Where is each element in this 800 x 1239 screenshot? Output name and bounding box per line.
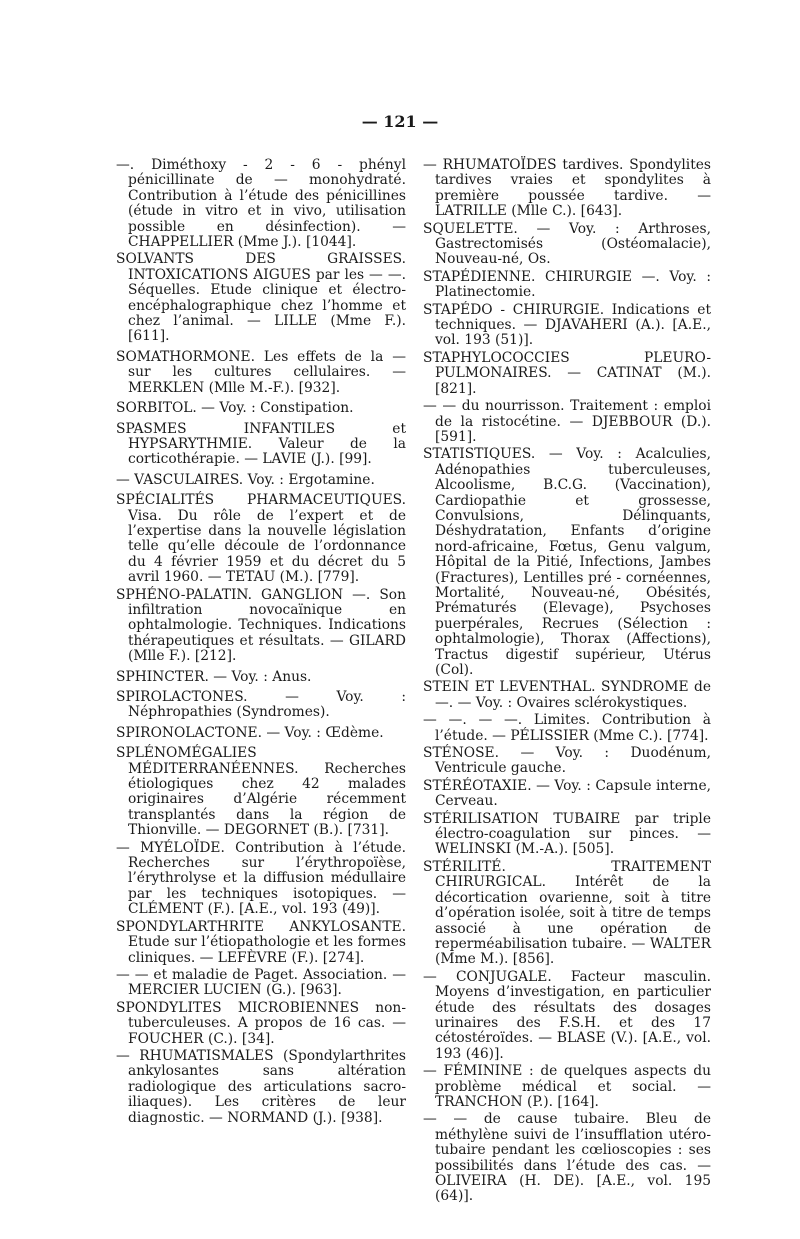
index-entry: STATISTIQUES. — Voy. : Acalculies, Adénopathies tuberculeuses, Alcoolisme, B.C.G. (Vaccination), Cardiopathie et grossesse, Convulsions, Délinquants, Déshydratation, Enfants d’origine nord-africaine, Fœtus, Genu valgum, Hôpital de la Pitié, Infections, Jambes (Fractures), Lentilles pré - cornéennes, Mortalité, Nouveau-né, Obésités, Prématurés (Elevage), Psychoses puerpérales, Recrues (Sélection : ophtalmologie), Thorax (Affections), Tractus digestif supérieur, Utérus (Col). [423,446,711,678]
index-entry: STÉRILISATION TUBAIRE par triple électro-coagulation sur pinces. — WELINSKI (M.-A.). [505]. [423,810,711,858]
index-entry: SPLÉNOMÉGALIES MÉDITERRANÉENNES. Recherches étiologiques chez 42 malades originaires d’Algérie récemment transplantés dans la région de Thionville. — DEGORNET (B.). [731]. [116,745,406,839]
index-entry: —. Diméthoxy - 2 - 6 - phényl pénicillinate de — monohydraté. Contribution à l’étude des pénicillines (étude in vitro et in vivo, utilisation possible en désinfection). — CHAPPELLIER (Mme J.). [1044]. [116,157,406,251]
index-entry: STÉRILITÉ. TRAITEMENT CHIRURGICAL. Intérêt de la décortication ovarienne, soit à titre d’opération isolée, soit à titre de temps associé à une opération de reperméabilisation tubaire. — WALTER (Mme M.). [856]. [423,858,711,968]
index-entry: SPIRONOLACTONE. — Voy. : Œdème. [116,724,384,741]
index-entry: SOLVANTS DES GRAISSES. INTOXICATIONS AIGUES par les — —. Séquelles. Etude clinique et électro-encéphalographique chez l’homme et chez l’animal. — LILLE (Mme F.). [611]. [116,251,406,345]
index-entry: STAPÉDIENNE. CHIRURGIE —. Voy. : Platinectomie. [423,268,711,301]
index-entry: SPHÉNO-PALATIN. GANGLION —. Son infiltration novocaïnique en ophtalmologie. Techniques. Indications thérapeutiques et résultats. — GILARD (Mlle F.). [212]. [116,586,406,665]
left-column [116,158,406,1128]
index-entry: — MYÉLOÏDE. Contribution à l’étude. Recherches sur l’érythropoïèse, l’érythrolyse et la diffusion médullaire par les techniques isotopiques. — CLÉMENT (F.). [A.E., vol. 193 (49)]. [116,839,406,918]
index-entry: — — et maladie de Paget. Association. — MERCIER LUCIEN (G.). [963]. [116,966,406,999]
index-entry: STÉRÉOTAXIE. — Voy. : Capsule interne, Cerveau. [423,777,711,810]
page-number: — 121 — [361,112,439,131]
index-entry: — —. — —. Limites. Contribution à l’étude. — PÉLISSIER (Mme C.). [774]. [423,712,711,744]
index-entry: — VASCULAIRES. Voy. : Ergotamine. [116,471,375,488]
index-entry: SORBITOL. — Voy. : Constipation. [116,400,354,417]
index-entry: STAPÉDO - CHIRURGIE. Indications et techniques. — DJAVAHERI (A.). [A.E., vol. 193 (51)]. [423,301,711,349]
index-entry: — RHUMATOÏDES tardives. Spondylites tardives vraies et spondylites à première poussée tardive. — LATRILLE (Mlle C.). [643]. [423,157,711,220]
index-entry: SQUELETTE. — Voy. : Arthroses, Gastrectomisés (Ostéomalacie), Nouveau-né, Os. [423,220,711,268]
index-entry: — CONJUGALE. Facteur masculin. Moyens d’investigation, en particulier étude des résultats des dosages urinaires des F.S.H. et des 17 cétostéroïdes. — BLASE (V.). [A.E., vol. 193 (46)]. [423,968,711,1062]
index-entry: STÉNOSE. — Voy. : Duodénum, Ventricule gauche. [423,745,711,777]
index-entry: SPONDYLITES MICROBIENNES non-tuberculeuses. A propos de 16 cas. — FOUCHER (C.). [34]. [116,999,406,1047]
index-entry: — — de cause tubaire. Bleu de méthylène suivi de l’insufflation utéro-tubaire pendant les cœlioscopies : ses possibilités dans l’étude des cas. — OLIVEIRA (H. DE). [A.E., vol. 195 (64)]. [423,1111,711,1205]
index-entry: — RHUMATISMALES (Spondylarthrites ankylosantes sans altération radiologique des articulations sacro-iliaques). Les critères de leur diagnostic. — NORMAND (J.). [938]. [116,1047,406,1126]
index-entry: SPASMES INFANTILES et HYPSARYTHMIE. Valeur de la corticothérapie. — LAVIE (J.). [99]. [116,420,406,468]
index-entry: SPHINCTER. — Voy. : Anus. [116,668,312,685]
index-entry: SPÉCIALITÉS PHARMACEUTIQUES. Visa. Du rôle de l’expert et de l’expertise dans la nouvelle législation telle qu’elle découle de l’ordonnance du 4 février 1959 et du décret du 5 avril 1960. — TETAU (M.). [779]. [116,492,406,586]
right-column [423,158,711,1207]
index-entry: SOMATHORMONE. Les effets de la — sur les cultures cellulaires. — MERKLEN (Mlle M.-F.). [932]. [116,348,406,396]
index-entry: STEIN ET LEVENTHAL. SYNDROME de —. — Voy. : Ovaires sclérokystiques. [423,679,711,711]
index-entry: — — du nourrisson. Traitement : emploi de la ristocétine. — DJEBBOUR (D.). [591]. [423,398,711,445]
index-entry: — FÉMININE : de quelques aspects du problème médical et social. — TRANCHON (P.). [164]. [423,1063,711,1110]
index-entry: STAPHYLOCOCCIES PLEURO-PULMONAIRES. — CATINAT (M.). [821]. [423,349,711,397]
index-entry: SPIROLACTONES. — Voy. : Néphropathies (Syndromes). [116,689,406,721]
index-entry: SPONDYLARTHRITE ANKYLOSANTE. Etude sur l’étiopathologie et les formes cliniques. — LEFÈVRE (F.). [274]. [116,918,406,966]
